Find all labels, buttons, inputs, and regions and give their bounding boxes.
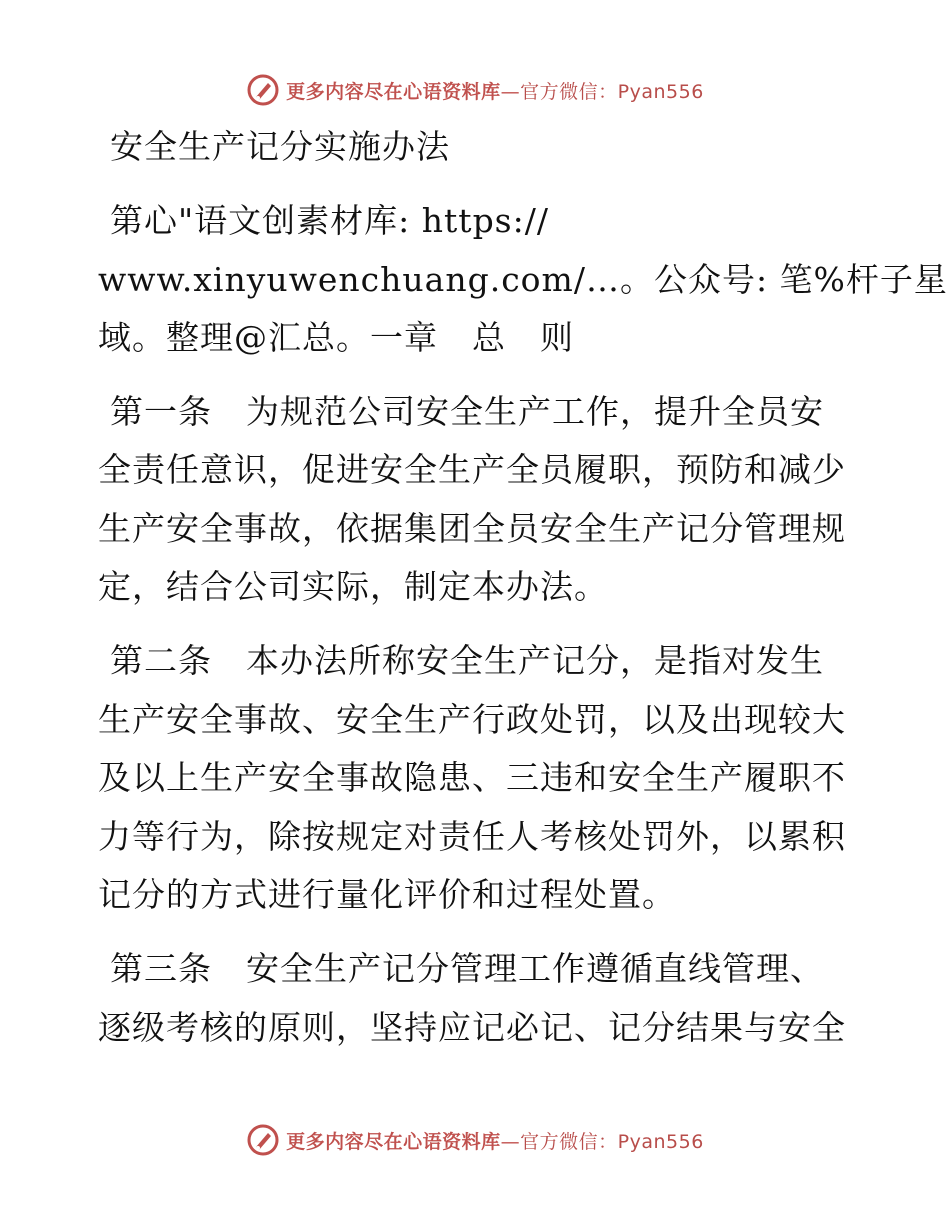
watermark-text — [286, 1127, 704, 1154]
footer-watermark — [0, 1120, 950, 1160]
text-line: 记分的方式进行量化评价和过程处置。 — [98, 875, 676, 914]
watermark-brand: 更多内容尽在心语资料库 — [286, 1130, 501, 1153]
text-line: 定，结合公司实际，制定本办法。 — [98, 567, 608, 606]
text-line: 第心"语文创素材库: https:// — [110, 201, 549, 240]
watermark-text — [286, 77, 704, 104]
text-line: 力等行为，除按规定对责任人考核处罚外，以累积 — [98, 817, 846, 856]
watermark-brand: 更多内容尽在心语资料库 — [286, 80, 501, 103]
watermark-wechat: 官方微信：Pyan556 — [520, 1130, 704, 1153]
pen-seal-icon — [246, 1123, 280, 1157]
text-line: 逐级考核的原则，坚持应记必记、记分结果与安全 — [98, 1008, 846, 1047]
pen-seal-icon — [246, 73, 280, 107]
text-line: www.xinyuwenchuang.com/…。公众号: 笔%杆子星 — [98, 260, 948, 299]
header-watermark — [0, 70, 950, 110]
text-line: 及以上生产安全事故隐患、三违和安全生产履职不 — [98, 758, 846, 797]
watermark-wechat: 官方微信：Pyan556 — [520, 80, 704, 103]
text-line: 全责任意识，促进安全生产全员履职，预防和减少 — [98, 450, 846, 489]
watermark-separator: — — [500, 1130, 521, 1153]
text-line: 生产安全事故、安全生产行政处罚，以及出现较大 — [98, 700, 846, 739]
document-title: 安全生产记分实施办法 — [110, 127, 450, 166]
article-1-heading: 第一条 为规范公司安全生产工作，提升全员安 — [110, 392, 824, 431]
text-line: 域。整理@汇总。一章 总 则 — [98, 318, 574, 357]
text-line: 生产安全事故，依据集团全员安全生产记分管理规 — [98, 509, 846, 548]
article-2-heading: 第二条 本办法所称安全生产记分，是指对发生 — [110, 641, 824, 680]
watermark-separator: — — [500, 80, 521, 103]
article-3-heading: 第三条 安全生产记分管理工作遵循直线管理、 — [110, 949, 824, 988]
